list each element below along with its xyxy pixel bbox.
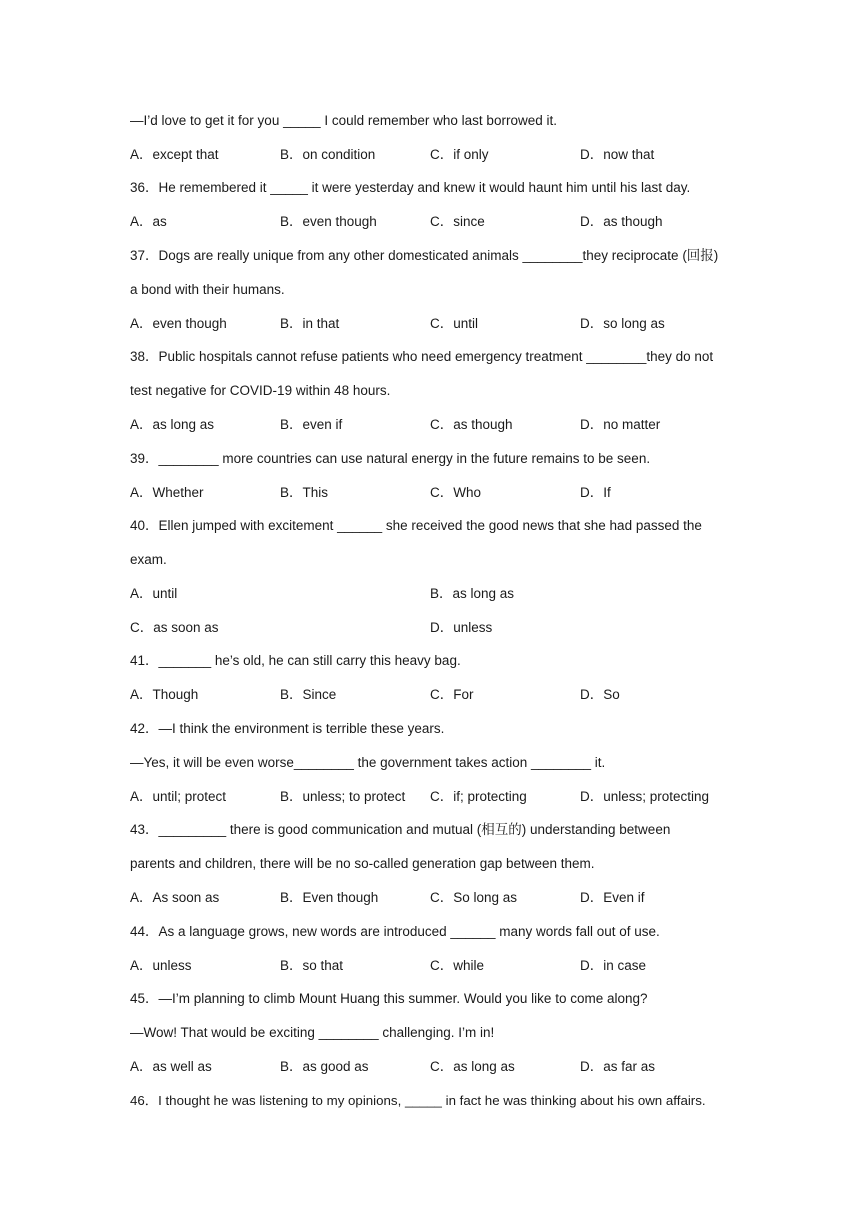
q43-option-b: B．Even though <box>280 890 379 905</box>
question-39-text: 39．________ more countries can use natural energy in the future remains to be seen. <box>130 451 651 466</box>
q35-option-c: C．if only <box>430 147 489 162</box>
q39-option-a: A．Whether <box>130 485 204 500</box>
q38-option-a: A．as long as <box>130 417 215 432</box>
question-38-text: 38．Public hospitals cannot refuse patients who need emergency treatment ________they do not <box>130 349 714 364</box>
q40-option-b: B．as long as <box>430 586 515 601</box>
q43-option-a: A．As soon as <box>130 890 220 905</box>
question-43-text: 43．_________ there is good communication and mutual (相互的) understanding between <box>130 822 671 837</box>
question-36-text: 36．He remembered it _____ it were yesterday and knew it would haunt him until his last day. <box>130 180 691 195</box>
q42-option-a: A．until; protect <box>130 789 227 804</box>
q41-option-d: D．So <box>580 687 620 702</box>
q38-option-c: C．as though <box>430 417 513 432</box>
q45-option-d: D．as far as <box>580 1059 656 1074</box>
q44-option-c: C．while <box>430 958 485 973</box>
question-40-text-cont: exam. <box>130 552 167 567</box>
q40-option-c: C．as soon as <box>130 620 219 635</box>
q44-option-a: A．unless <box>130 958 192 973</box>
q43-option-d: D．Even if <box>580 890 645 905</box>
q44-option-b: B．so that <box>280 958 344 973</box>
q36-option-c: C．since <box>430 214 485 229</box>
question-45-text: 45．—I’m planning to climb Mount Huang this summer. Would you like to come along? <box>130 991 648 1006</box>
q38-option-b: B．even if <box>280 417 343 432</box>
q35-option-b: B．on condition <box>280 147 376 162</box>
q40-option-a: A．until <box>130 586 178 601</box>
q39-option-d: D．If <box>580 485 611 500</box>
q42-option-d: D．unless; protecting <box>580 789 710 804</box>
question-37-text-cont: a bond with their humans. <box>130 282 285 297</box>
q36-option-b: B．even though <box>280 214 377 229</box>
q41-option-c: C．For <box>430 687 474 702</box>
question-37-text: 37．Dogs are really unique from any other domesticated animals ________they reciprocate (回报) <box>130 248 719 263</box>
q37-option-c: C．until <box>430 316 479 331</box>
q45-option-a: A．as well as <box>130 1059 212 1074</box>
q42-option-c: C．if; protecting <box>430 789 527 804</box>
q40-option-d: D．unless <box>430 620 493 635</box>
q39-option-c: C．Who <box>430 485 482 500</box>
question-35-text: —I’d love to get it for you _____ I could remember who last borrowed it. <box>130 113 557 128</box>
q37-option-a: A．even though <box>130 316 227 331</box>
q38-option-d: D．no matter <box>580 417 661 432</box>
q37-option-b: B．in that <box>280 316 340 331</box>
q41-option-a: A．Though <box>130 687 199 702</box>
q44-option-d: D．in case <box>580 958 647 973</box>
question-38-text-cont: test negative for COVID-19 within 48 hours. <box>130 383 391 398</box>
question-42-text: 42．—I think the environment is terrible these years. <box>130 721 445 736</box>
q36-option-d: D．as though <box>580 214 663 229</box>
question-44-text: 44．As a language grows, new words are introduced ______ many words fall out of use. <box>130 924 660 939</box>
q35-option-d: D．now that <box>580 147 655 162</box>
question-43-text-cont: parents and children, there will be no so-called generation gap between them. <box>130 856 595 871</box>
q41-option-b: B．Since <box>280 687 337 702</box>
q39-option-b: B．This <box>280 485 329 500</box>
q42-option-b: B．unless; to protect <box>280 789 406 804</box>
q45-option-c: C．as long as <box>430 1059 515 1074</box>
question-45-text-cont: —Wow! That would be exciting ________ challenging. I’m in! <box>130 1025 495 1040</box>
question-40-text: 40．Ellen jumped with excitement ______ she received the good news that she had passed the <box>130 518 702 533</box>
q36-option-a: A．as <box>130 214 167 229</box>
question-42-text-cont: —Yes, it will be even worse________ the government takes action ________ it. <box>130 755 606 770</box>
question-41-text: 41．_______ he’s old, he can still carry this heavy bag. <box>130 653 461 668</box>
question-46-text: 46．I thought he was listening to my opinions, _____ in fact he was thinking about his own affairs. <box>130 1093 706 1108</box>
q37-option-d: D．so long as <box>580 316 665 331</box>
q45-option-b: B．as good as <box>280 1059 369 1074</box>
q35-option-a: A．except that <box>130 147 219 162</box>
q43-option-c: C．So long as <box>430 890 518 905</box>
